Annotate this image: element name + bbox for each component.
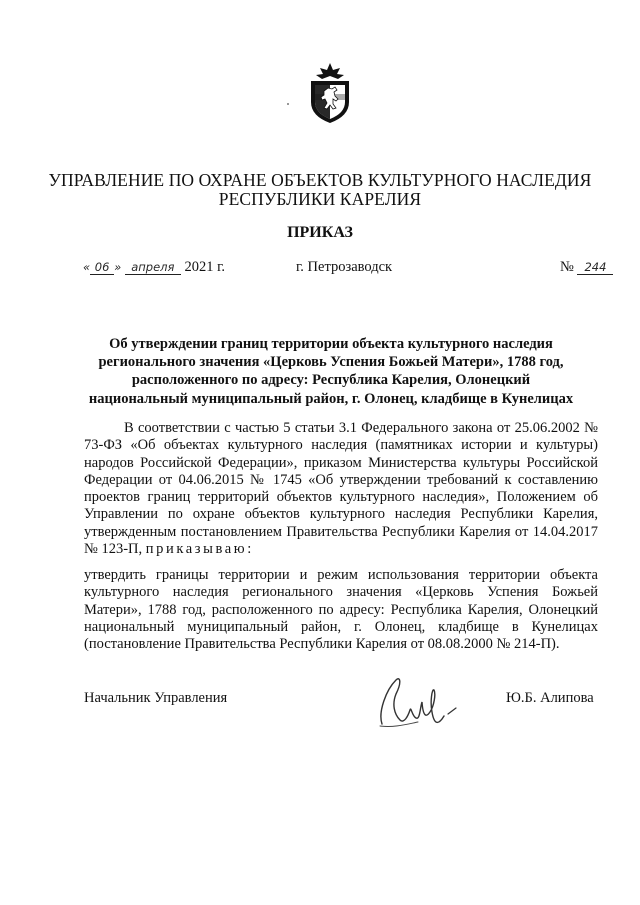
decision-paragraph: утвердить границы территории и режим использования территории объекта культурного наследия регионального значения «Церковь Успения Божьей Матери», 1788 год, расположенного по адресу: Республика Карелия, Олонецкий национальный муниципальный район, г. Олонец, кладбище в Кунелицах (постановление Правительства Республики Карелия от 08.08.2000 № 214-П). (84, 567, 598, 653)
signatory-name: Ю.Б. Алипова (506, 690, 594, 706)
handwritten-signature (374, 672, 464, 732)
directive-word: приказываю: (145, 541, 254, 558)
issue-city: г. Петрозаводск (296, 259, 393, 275)
legal-basis-text: В соответствии с частью 5 статьи 3.1 Федерального закона от 25.06.2002 № 73-ФЗ «Об объектах культурного наследия (памятниках истории и культуры) народов Российской Федерации», приказом Министерства культуры Российской Федерации от 04.06.2015 № 1745 «Об утверждении требований к составлению проектов границ территорий объектов культурного наследия», Положением об Управлении по охране объектов культурного наследия Республики Карелия, утвержденным постановлением Правительства Республики Карелия от 14.04.2017 № 123-П, (84, 420, 598, 558)
date-quote-close: » (114, 260, 122, 274)
scan-speck (287, 103, 289, 105)
date-month: апреля (125, 260, 181, 275)
document-type-title: ПРИКАЗ (287, 224, 353, 241)
organization-name-line2: РЕСПУБЛИКИ КАРЕЛИЯ (218, 189, 422, 209)
order-number-label: № (560, 259, 574, 275)
signatory-position: Начальник Управления (84, 690, 228, 706)
date-quote-open: « (83, 260, 91, 274)
order-number-value: 244 (577, 260, 613, 275)
date-day: 06 (90, 260, 114, 275)
date-year: 2021 г. (184, 259, 226, 275)
organization-name-line1: УПРАВЛЕНИЕ ПО ОХРАНЕ ОБЪЕКТОВ КУЛЬТУРНОГО НАСЛЕДИЯ (48, 170, 592, 190)
karelia-coat-of-arms-icon (303, 62, 357, 124)
order-date (83, 259, 225, 276)
order-subject-heading: Об утверждении границ территории объекта культурного наследия регионального значения «Церковь Успения Божьей Матери», 1788 год, расположенного по адресу: Республика Карелия, Олонецкий национальный муниципальный район, г. Олонец, кладбище в Кунелицах (88, 336, 574, 407)
legal-basis-paragraph (84, 420, 598, 558)
order-number (560, 259, 613, 276)
